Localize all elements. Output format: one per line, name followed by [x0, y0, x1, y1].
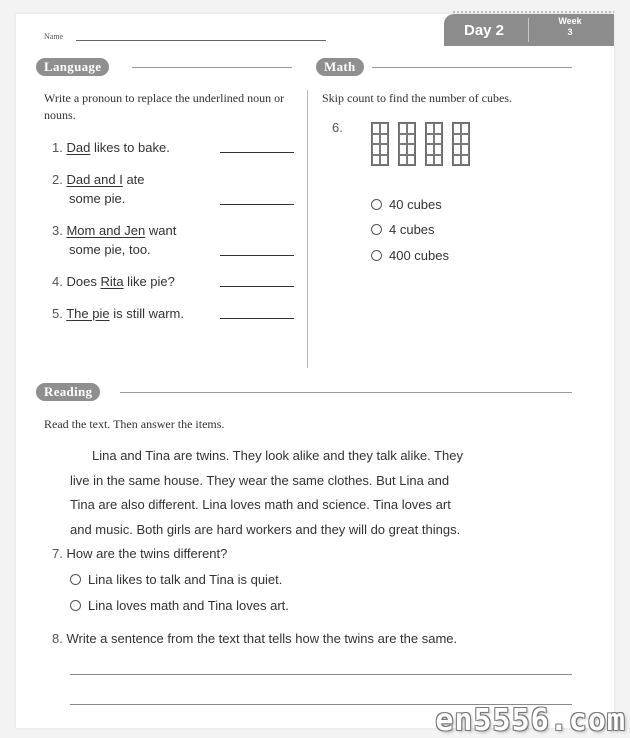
reading-instructions: Read the text. Then answer the items. — [44, 417, 225, 431]
column-divider — [307, 90, 308, 368]
passage-line: live in the same house. They wear the same clothes. But Lina and — [70, 472, 450, 488]
day-week-tab — [444, 14, 614, 46]
radio-circle-icon[interactable] — [70, 574, 81, 585]
language-item-2: 2. Dad and I ate some pie. — [52, 172, 145, 206]
name-field[interactable] — [76, 40, 326, 41]
cube-column — [398, 122, 416, 166]
radio-circle-icon[interactable] — [371, 224, 382, 235]
week-label: Week 3 — [558, 16, 582, 37]
language-rule — [132, 67, 292, 68]
passage-line: Tina are also different. Lina loves math and science. Tina loves art — [70, 497, 451, 512]
reading-passage — [70, 444, 570, 542]
watermark-text: en5556.com — [435, 703, 626, 738]
math-instructions: Skip count to find the number of cubes. — [322, 91, 512, 105]
tab-divider — [528, 18, 529, 42]
cube-image — [371, 122, 470, 166]
language-item-3: 3. Mom and Jen want some pie, too. — [52, 223, 177, 257]
math-section-title: Math — [316, 58, 364, 76]
question-7: 7. How are the twins different? — [52, 546, 228, 561]
passage-line: Lina and Tina are twins. They look alike and they talk alike. They — [92, 448, 463, 463]
writing-line-1[interactable] — [70, 674, 572, 675]
cube-column — [371, 122, 389, 166]
language-section-title: Language — [36, 58, 109, 76]
math-item-number: 6. — [332, 120, 343, 135]
passage-line: and music. Both girls are hard workers and they will do great things. — [70, 521, 461, 537]
answer-line-2[interactable] — [220, 204, 294, 205]
math-option-3[interactable]: 400 cubes — [371, 246, 449, 265]
q7-option-2[interactable]: Lina loves math and Tina loves art. — [70, 596, 289, 615]
reading-section-title: Reading — [36, 383, 100, 401]
day-label: Day 2 — [464, 22, 505, 39]
answer-line-1[interactable] — [220, 152, 294, 153]
math-rule — [372, 67, 572, 68]
language-item-1: 1. Dad likes to bake. — [52, 140, 170, 155]
name-label: Name — [44, 32, 64, 41]
radio-circle-icon[interactable] — [371, 199, 382, 210]
cube-column — [452, 122, 470, 166]
q7-option-1[interactable]: Lina likes to talk and Tina is quiet. — [70, 570, 282, 589]
language-item-4: 4. Does Rita like pie? — [52, 274, 175, 289]
radio-circle-icon[interactable] — [70, 600, 81, 611]
radio-circle-icon[interactable] — [371, 250, 382, 261]
worksheet-page — [16, 14, 614, 728]
answer-line-4[interactable] — [220, 286, 294, 287]
answer-line-5[interactable] — [220, 318, 294, 319]
cube-column — [425, 122, 443, 166]
week-number: 3 — [567, 27, 573, 37]
answer-line-3[interactable] — [220, 255, 294, 256]
math-option-2[interactable]: 4 cubes — [371, 220, 435, 239]
language-item-5: 5. The pie is still warm. — [52, 306, 184, 321]
reading-rule — [120, 392, 572, 393]
language-instructions: Write a pronoun to replace the underlined noun or nouns. — [44, 91, 285, 122]
math-option-1[interactable]: 40 cubes — [371, 195, 442, 214]
question-8: 8. Write a sentence from the text that tells how the twins are the same. — [52, 631, 458, 646]
